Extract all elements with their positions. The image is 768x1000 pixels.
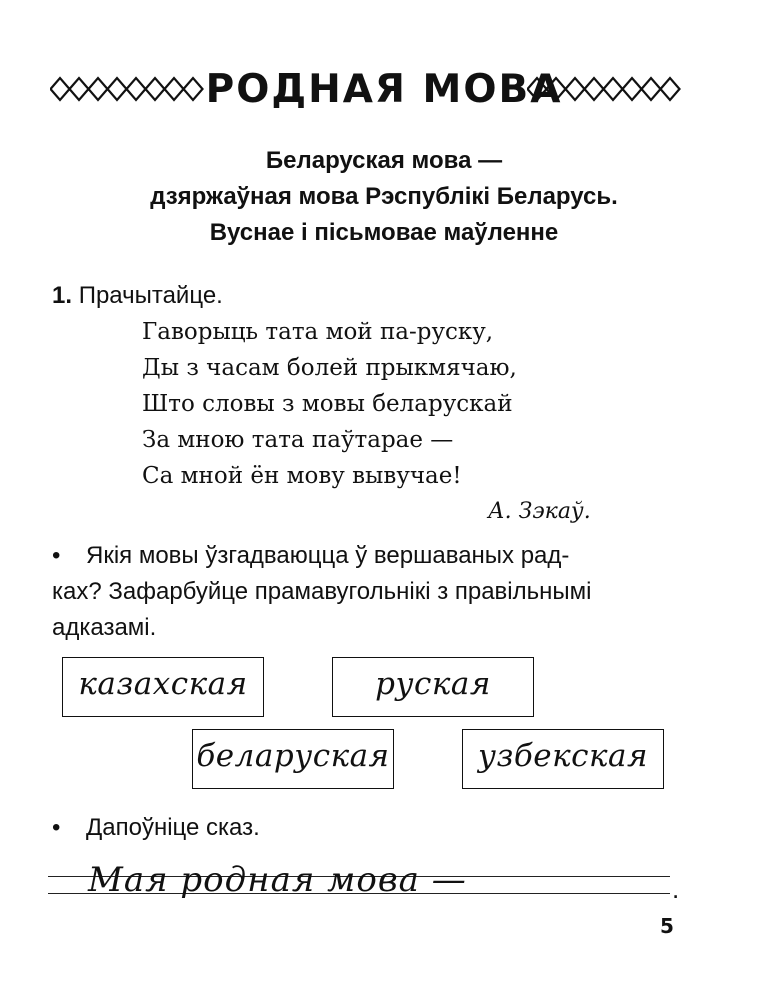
poem-author: А. Зэкаў.: [488, 499, 591, 524]
poem-line: За мною тата паўтарае —: [142, 427, 454, 453]
answer-label: узбекская: [477, 738, 649, 774]
diamond-shape: [547, 78, 566, 100]
answer-label: руская: [375, 666, 491, 702]
diamond-shape: [623, 78, 642, 100]
poem: [142, 314, 517, 494]
diamond-shape: [661, 78, 680, 100]
writing-area[interactable]: [48, 858, 688, 918]
subtitle-line: Вуснае і пісьмовае маўленне: [209, 219, 559, 246]
sentence-end-mark: .: [672, 874, 680, 904]
task-text: Прачытайце.: [78, 282, 223, 309]
completion-text: Дапоўніце сказ.: [86, 814, 260, 841]
question-line: ках? Зафарбуйце прамавугольнікі з правільнымі: [52, 578, 592, 605]
answer-box-russian[interactable]: [332, 657, 534, 717]
answer-box-kazakh[interactable]: [62, 657, 264, 717]
answer-label: беларуская: [196, 738, 390, 774]
poem-line: Што словы з мовы беларускай: [142, 391, 513, 417]
poem-line: Гаворыць тата мой па-руску,: [142, 319, 494, 345]
subtitle-line: Беларуская мова —: [265, 147, 503, 174]
question: [52, 538, 692, 646]
question-line: Якія мовы ўзгадваюцца ў вершаваных рад-: [86, 542, 570, 569]
handwritten-sentence: Мая родная мова —: [88, 860, 467, 900]
answer-label: казахская: [78, 666, 248, 702]
diamond-shape: [642, 78, 661, 100]
diamond-shape: [604, 78, 623, 100]
question-line: адказамі.: [52, 614, 157, 641]
bullet-icon: •: [52, 542, 61, 569]
diamond-shape: [585, 78, 604, 100]
completion-instruction: [52, 812, 260, 844]
poem-line: Са мной ён мову вывучае!: [142, 463, 462, 489]
page-header: [0, 62, 768, 118]
answer-box-uzbek[interactable]: [462, 729, 664, 789]
task-instruction: [52, 280, 223, 312]
diamond-shape: [528, 78, 547, 100]
task-number: 1.: [52, 282, 73, 309]
answer-box-belarusian[interactable]: [192, 729, 394, 789]
page-number: 5: [660, 914, 674, 938]
diamond-chain-icon: [527, 76, 685, 102]
bullet-icon: •: [52, 814, 61, 841]
subtitle-line: дзяржаўная мова Рэспублікі Беларусь.: [150, 183, 618, 210]
page-title: РОДНАЯ МОВА: [205, 67, 563, 112]
lesson-subtitle: [0, 143, 768, 251]
poem-line: Ды з часам болей прыкмячаю,: [142, 355, 517, 381]
diamond-shape: [566, 78, 585, 100]
